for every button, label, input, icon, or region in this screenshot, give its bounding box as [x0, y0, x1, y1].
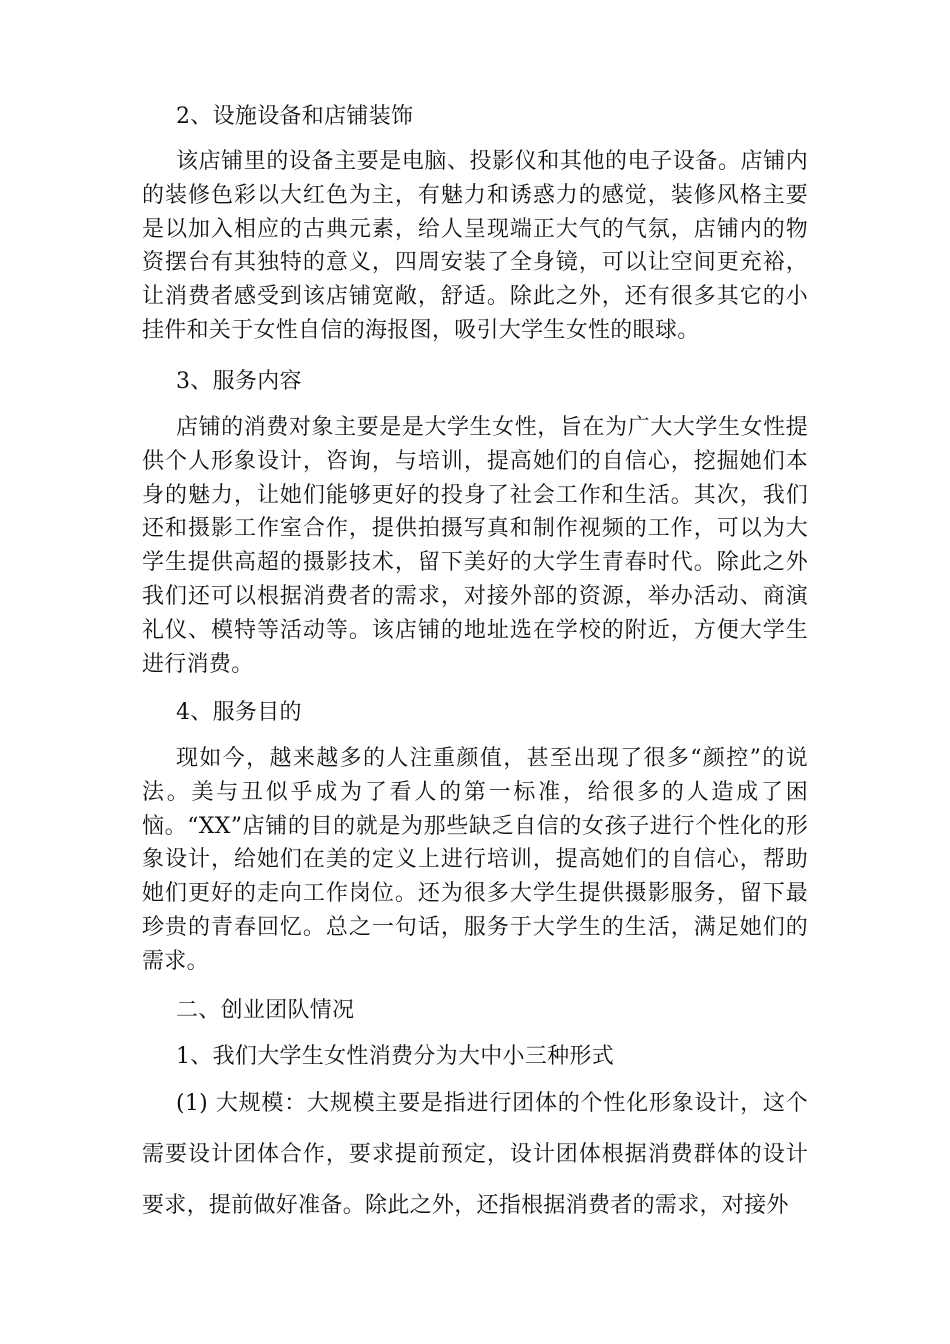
- subsection-heading-consumption-forms: 1、我们大学生女性消费分为大中小三种形式: [176, 1044, 614, 1069]
- part-two-heading: 二、创业团队情况: [176, 998, 355, 1023]
- paragraph-service-content: 店铺的消费对象主要是是大学生女性，旨在为广大大学生女性提供个人形象设计，咨询，与培训，提高她们的自信心，挖掘她们本身的魅力，让她们能够更好的投身了社会工作和生活。其次，我们还和摄影工作室合作，提供拍摄写真和制作视频的工作，可以为大学生提供高超的摄影技术，留下美好的大学生青春时代。除此之外我们还可以根据消费者的需求，对接外部的资源，举办活动、商演礼仪、模特等活动等。该店铺的地址选在学校的附近，方便大学生进行消费。: [142, 415, 808, 677]
- paragraph-facilities: 该店铺里的设备主要是电脑、投影仪和其他的电子设备。店铺内的装修色彩以大红色为主，有魅力和诱惑力的感觉，装修风格主要是以加入相应的古典元素，给人呈现端正大气的气氛，店铺内的物资摆台有其独特的意义，四周安装了全身镜，可以让空间更充裕，让消费者感受到该店铺宽敞，舒适。除此之外，还有很多其它的小挂件和关于女性自信的海报图，吸引大学生女性的眼球。: [142, 149, 808, 343]
- paragraph-large-scale: [142, 1078, 808, 1231]
- section-heading-service-purpose: 4、服务目的: [176, 700, 302, 725]
- section-heading-service-content: 3、服务内容: [176, 369, 302, 394]
- section-heading-facilities: 2、设施设备和店铺装饰: [176, 104, 414, 129]
- paragraph-large-scale-line-2: 要求，提前做好准备。除此之外，还指根据消费者的需求，对接外: [142, 1193, 789, 1218]
- paragraph-large-scale-line-1: (1) 大规模：大规模主要是指进行团体的个性化形象设计，这个需要设计团体合作，要求提前预定，设计团体根据消费群体的设计: [142, 1091, 808, 1167]
- paragraph-service-purpose: 现如今，越来越多的人注重颜值，甚至出现了很多“颜控”的说法。美与丑似乎成为了看人的第一标准，给很多的人造成了困恼。“XX”店铺的目的就是为那些缺乏自信的女孩子进行个性化的形象设计，给她们在美的定义上进行培训，提高她们的自信心，帮助她们更好的走向工作岗位。还为很多大学生提供摄影服务，留下最珍贵的青春回忆。总之一句话，服务于大学生的生活，满足她们的需求。: [142, 746, 808, 974]
